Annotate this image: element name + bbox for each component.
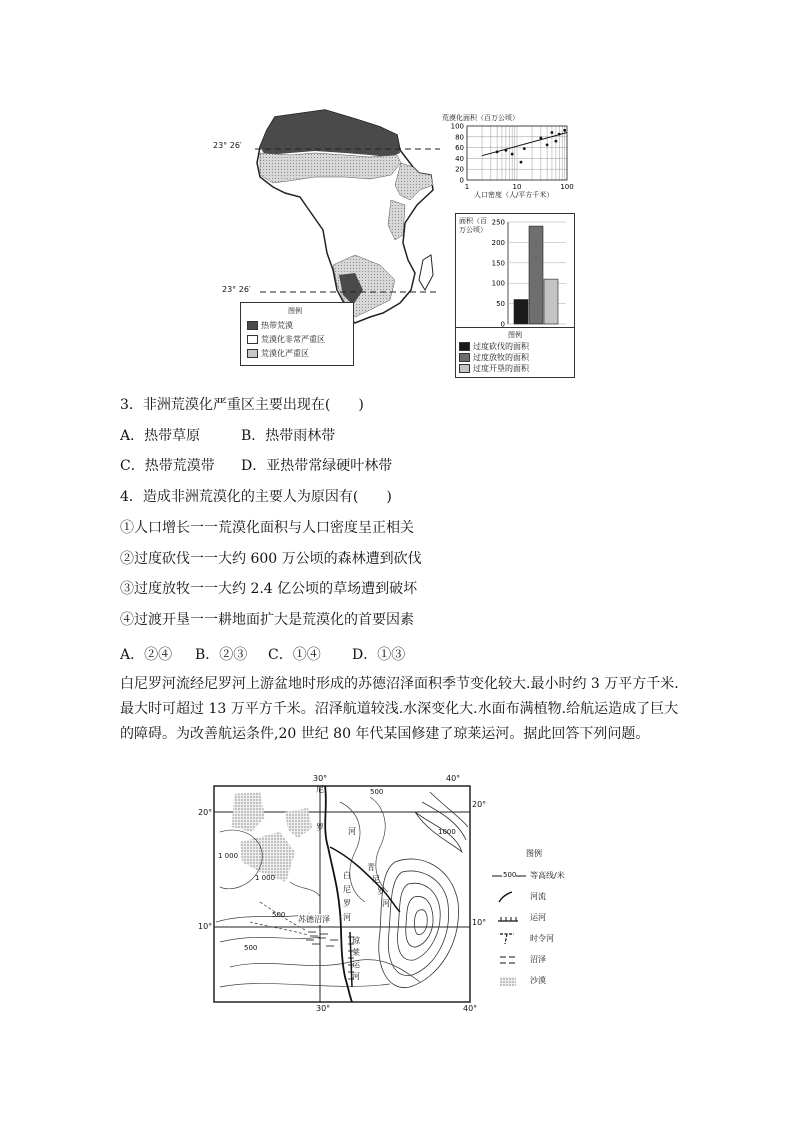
passage-text: 白尼罗河流经尼罗河上游盆地时形成的苏德沼泽面积季节变化较大.最小时约 3 万平方千米.最大时可超过 13 万平方千米。沼泽航道较浅.水深变化大.水面布满植物.给航运造成了巨大的障碍。为改善航运条件,20 世纪 80 年代某国修建了琼莱运河。据此回答下列问题。 — [120, 676, 679, 742]
legend-marsh-label: 沼泽 — [530, 955, 546, 964]
canal-label-3: 运 — [352, 960, 360, 969]
white-nile-label-2: 尼 — [343, 885, 351, 894]
legend-river-label: 河流 — [530, 892, 546, 901]
scatter-y-tick: 40 — [455, 154, 464, 163]
desert-symbol — [494, 975, 524, 987]
scatter-point — [520, 161, 523, 164]
bar-y-tick: 150 — [491, 259, 505, 268]
bar-y-tick: 0 — [500, 320, 505, 329]
scatter-point — [551, 131, 554, 134]
blue-nile-label-1: 青 — [367, 863, 375, 872]
figure2-map — [190, 772, 490, 1017]
scatter-point — [555, 140, 558, 143]
lon-bot-30: 30° — [316, 1004, 331, 1013]
lon-top-30: 30° — [313, 774, 328, 783]
madagascar — [419, 255, 433, 290]
map-legend-item-very-severe: 荒漠化非常严重区 — [247, 334, 325, 345]
lat-10-left: 10° — [198, 922, 213, 931]
contour-label-5: 1000 — [438, 828, 456, 836]
q3-option-a: A．热带草原 — [120, 428, 201, 444]
q3-option-b: B．热带雨林带 — [241, 428, 336, 444]
map-legend-item-severe: 荒漠化严重区 — [247, 348, 309, 359]
contour-label-2: 1 000 — [255, 874, 276, 882]
logging-swatch — [459, 342, 470, 351]
q4-statement-4: ④过渡开垦一一耕地面扩大是荒漠化的首要因素 — [120, 612, 414, 628]
lat-20-left: 20° — [198, 808, 213, 817]
bar-legend-item-logging: 过度砍伐的面积 — [459, 341, 529, 352]
q4-option-c: C．①④ — [268, 647, 321, 663]
white-nile-label-1: 白 — [343, 871, 351, 880]
q3-stem: 3．非洲荒漠化严重区主要出现在( ) — [120, 397, 364, 413]
canal-symbol — [494, 912, 524, 924]
cultivation-swatch — [459, 364, 470, 373]
bar-panel — [455, 213, 575, 378]
nile-legend-title: 图例 — [526, 849, 542, 858]
contour-symbol-value: 500 — [503, 871, 517, 879]
contour-label-1: 1 000 — [218, 852, 239, 860]
scatter-y-title: 荒漠化面积（百万公顷） — [442, 114, 519, 122]
lat-10-right: 10° — [472, 918, 487, 927]
contour-label-3: 500 — [272, 911, 286, 919]
scatter-point — [546, 144, 549, 147]
bar-2 — [544, 279, 558, 324]
nile-legend — [492, 846, 602, 1006]
q3-option-c: C．热带荒漠带 — [120, 458, 215, 474]
scatter-x-title: 人口密度（人/平方千米） — [474, 191, 554, 199]
legend-seasonal-label: 时令河 — [530, 934, 554, 943]
bar-0 — [514, 300, 528, 324]
white-nile-label-4: 河 — [343, 913, 351, 922]
scatter-y-tick: 100 — [450, 122, 464, 131]
bar-y-title: 面积（百万公顷） — [459, 217, 487, 234]
contour-label-4: 500 — [370, 788, 384, 796]
bar-y-tick: 50 — [496, 300, 505, 309]
marsh-symbol — [494, 954, 524, 966]
legend-contour-label: 等高线/米 — [530, 871, 565, 880]
q4-statement-3: ③过度放牧一一大约 2.4 亿公顷的草场遭到破坏 — [120, 581, 418, 597]
nile-label-1: 尼 — [316, 785, 324, 794]
legend-desert-label: 沙漠 — [530, 976, 546, 985]
scatter-y-tick: 20 — [455, 165, 464, 174]
very-severe-swatch — [247, 335, 258, 344]
scatter-y-tick: 80 — [455, 133, 464, 142]
bar-legend-item-cultivation: 过度开垦的面积 — [459, 363, 529, 374]
scatter-x-tick: 100 — [560, 183, 574, 191]
q4-option-a: A．②④ — [120, 647, 173, 663]
map-legend-title: 图例 — [288, 307, 302, 315]
map-legend-item-desert: 热带荒漠 — [247, 320, 293, 331]
white-nile-label-3: 罗 — [343, 899, 351, 908]
tropical-desert-region — [260, 110, 400, 157]
desert-swatch — [247, 321, 258, 330]
seasonal-river-symbol — [494, 933, 524, 945]
nile-map-svg — [190, 772, 490, 1017]
blue-nile-label-3: 罗 — [377, 887, 385, 896]
lon-bot-40: 40° — [463, 1004, 478, 1013]
bar-y-tick: 200 — [491, 238, 505, 247]
bar-y-tick: 250 — [491, 218, 505, 227]
q4-stem: 4．造成非洲荒漠化的主要人为原因有( ) — [120, 489, 392, 505]
scatter-y-tick: 60 — [455, 144, 464, 153]
bar-1 — [529, 226, 543, 324]
blue-nile-label-4: 河 — [382, 899, 390, 908]
grazing-swatch — [459, 353, 470, 362]
lon-top-40: 40° — [446, 774, 461, 783]
bar-y-tick: 100 — [491, 279, 505, 288]
scatter-point — [523, 147, 526, 150]
q4-statement-1: ①人口增长一一荒漠化面积与人口密度呈正相关 — [120, 520, 414, 536]
scatter-point — [511, 153, 514, 156]
canal-label-1: 琼 — [352, 936, 360, 945]
bar-svg — [456, 214, 574, 329]
lat-20-right: 20° — [472, 800, 487, 809]
tropic-south-label: 23° 26′ — [222, 285, 251, 294]
legend-canal-label: 运河 — [530, 913, 546, 922]
scatter-y-tick: 0 — [459, 176, 464, 185]
scatter-svg — [442, 120, 582, 200]
scatter-x-tick: 10 — [512, 183, 522, 191]
sudd-label: 苏德沼泽 — [298, 915, 330, 924]
scatter-trendline — [482, 132, 567, 155]
blue-nile-label-2: 尼 — [372, 875, 380, 884]
map-legend — [240, 302, 354, 366]
canal-label-4: 河 — [352, 972, 360, 981]
severe-swatch — [247, 349, 258, 358]
scatter-point — [539, 136, 542, 139]
q3-option-d: D．亚热带常绿硬叶林带 — [241, 458, 393, 474]
nile-label-2: 罗 — [316, 823, 324, 832]
scatter-point — [558, 133, 561, 136]
scatter-x-tick: 1 — [464, 183, 470, 191]
contour-label-6: 500 — [244, 944, 258, 952]
q4-statement-2: ②过度砍伐一一大约 600 万公顷的森林遭到砍伐 — [120, 551, 422, 567]
nile-label-river: 河 — [348, 827, 356, 836]
bar-legend — [456, 327, 574, 378]
scatter-point — [563, 129, 566, 132]
tropic-north-label: 23° 26′ — [213, 141, 242, 150]
scatter-point — [505, 149, 508, 152]
q4-option-d: D．①③ — [352, 647, 406, 663]
scatter-point — [496, 151, 499, 154]
bar-legend-title: 图例 — [508, 331, 522, 339]
canal-label-2: 莱 — [352, 948, 360, 957]
scatter-chart — [442, 120, 582, 200]
bar-legend-item-grazing: 过度放牧的面积 — [459, 352, 529, 363]
q4-option-b: B．②③ — [195, 647, 248, 663]
river-symbol — [494, 891, 524, 903]
